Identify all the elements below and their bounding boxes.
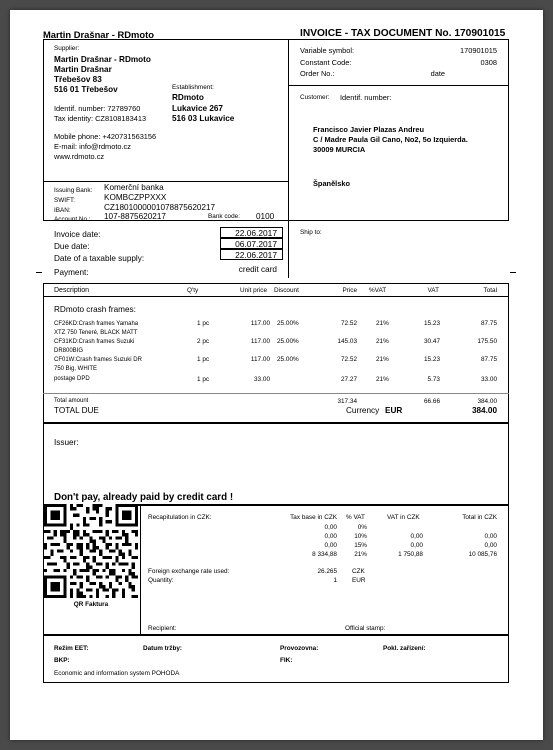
- currency-label: Currency: [346, 406, 380, 415]
- recap-pct: 0%: [357, 524, 367, 531]
- recap-col-pct: % VAT: [346, 514, 365, 521]
- const-label: Constant Code:: [300, 57, 352, 67]
- establishment-label: Establishment:: [172, 84, 214, 91]
- recap-vat: 0,00: [410, 542, 423, 549]
- taxable-date-label: Date of a taxable supply:: [54, 254, 145, 263]
- recap-pct: 21%: [354, 551, 367, 558]
- fx-currency: CZK: [352, 568, 365, 575]
- row-discount: 25.00%: [277, 356, 299, 363]
- quantity-row: [0, 577, 533, 587]
- email-link[interactable]: info@rdmoto.cz: [79, 142, 131, 151]
- row-vat-pct: 21%: [376, 376, 389, 383]
- establishment-line: RDmoto: [172, 93, 204, 102]
- establishment-block: [172, 93, 234, 125]
- stamp-label: Official stamp:: [345, 625, 386, 632]
- items-section-title: RDmoto crash frames:: [54, 305, 136, 314]
- table-row: [0, 356, 533, 372]
- row-unit-price: 117.00: [250, 338, 270, 345]
- row-description: [54, 338, 134, 355]
- company-name: Martin Drašnar - RDmoto: [43, 29, 154, 40]
- customer-line: 30009 MURCIA: [313, 145, 366, 154]
- recap-base: 0,00: [324, 524, 337, 531]
- supplier-line: Martin Drašnar - RDmoto: [54, 55, 151, 64]
- row-description: [54, 356, 142, 373]
- qr-caption: QR Faktura: [73, 601, 109, 608]
- col-vat: VAT: [427, 287, 439, 294]
- row-price: 72.52: [341, 356, 357, 363]
- row-vat-pct: 21%: [376, 356, 389, 363]
- row-qty: 2 pc: [197, 338, 210, 345]
- invoice-date-value: 22.06.2017: [220, 227, 283, 238]
- eet-provozovna-label: Provozovna:: [280, 645, 319, 652]
- quantity-currency: EUR: [352, 577, 366, 584]
- eet-datum-label: Datum tržby:: [143, 645, 183, 652]
- supplier-line: Třebešov 83: [54, 75, 102, 84]
- row-qty: 1 pc: [197, 320, 210, 327]
- account-value: 107-8875620217: [104, 212, 166, 222]
- bankcode-label: Bank code:: [208, 213, 240, 221]
- due-date-value: 06.07.2017: [220, 238, 283, 249]
- varsym-value: 170901015: [460, 46, 497, 55]
- eet-rezim-label: Režim EET:: [54, 645, 89, 652]
- recap-col-vat: VAT in CZK: [387, 514, 420, 521]
- order-label: Order No.:: [300, 69, 335, 78]
- issuer-label: Issuer:: [54, 438, 79, 447]
- table-row: [0, 376, 533, 386]
- fx-label: Foreign exchange rate used:: [148, 568, 230, 575]
- row-total: 33.00: [481, 376, 497, 383]
- total-vat: 66.66: [424, 398, 440, 405]
- col-vat-pct: %VAT: [369, 287, 387, 294]
- email-label: E-mail:: [54, 142, 77, 151]
- recap-col-total: Total in CZK: [462, 514, 497, 521]
- row-price: 27.27: [341, 376, 357, 383]
- footer-system: Economic and information system POHODA: [54, 670, 180, 677]
- meta-block: [300, 45, 497, 80]
- recap-base: 0,00: [324, 533, 337, 540]
- items-header: [0, 287, 533, 297]
- row-vat: 15.23: [424, 356, 440, 363]
- row-unit-price: 117.00: [250, 320, 270, 327]
- row-description: [54, 320, 138, 337]
- web-link[interactable]: www.rdmoto.cz: [54, 152, 105, 161]
- row-desc-line: CF26KD:Crash frames Yamaha: [54, 321, 139, 327]
- eet-bkp-label: BKP:: [54, 657, 70, 664]
- row-qty: 1 pc: [197, 356, 210, 363]
- supplier-line: 516 01 Třebešov: [54, 85, 118, 94]
- document-title: INVOICE - TAX DOCUMENT No. 170901015: [300, 28, 506, 39]
- issuing-bank-value: Komerční banka: [104, 183, 164, 192]
- recap-total: 10 085,76: [468, 551, 497, 558]
- tax-value: CZ8108183413: [95, 114, 147, 123]
- paid-note: Don't pay, already paid by credit card !: [54, 492, 234, 503]
- supplier-label: Supplier:: [54, 45, 80, 52]
- row-discount: 25.00%: [277, 338, 299, 345]
- eet-fik-label: FIK:: [280, 657, 293, 664]
- issuing-bank-label: Issuing Bank:: [54, 187, 93, 194]
- total-due-value: 384.00: [471, 406, 497, 415]
- establishment-line: 516 03 Lukavice: [172, 114, 235, 123]
- quantity-value: 1: [333, 577, 337, 584]
- dates-labels: [54, 229, 144, 279]
- invoice-date-label: Invoice date:: [54, 230, 101, 239]
- fold-mark-left: [36, 272, 42, 273]
- row-desc-line: XTZ 750 Teneré, BLACK MATT: [54, 329, 138, 336]
- customer-country: Španělsko: [313, 179, 350, 188]
- recap-label: Recapitulation in CZK:: [148, 514, 212, 521]
- supplier-contacts: [54, 132, 156, 162]
- row-desc-line: CF01W:Crash frames Suzuki DR: [54, 357, 142, 363]
- dates-divider: [288, 221, 289, 278]
- ident-value: 72789760: [107, 104, 141, 113]
- iban-value: CZ1801000001078875620217: [104, 202, 216, 212]
- row-price: 145.03: [337, 338, 357, 345]
- recap-row: [0, 551, 533, 561]
- col-total: Total: [483, 287, 497, 294]
- due-date-label: Due date:: [54, 242, 90, 251]
- fx-rate: 26.265: [317, 568, 337, 575]
- establishment-line: Lukavice 267: [172, 103, 223, 113]
- recap-pct: 10%: [354, 533, 367, 540]
- row-desc-line: 750 Big, WHITE: [54, 365, 98, 372]
- col-description: Description: [54, 287, 90, 294]
- total-amount-label: Total amount: [54, 398, 89, 404]
- swift-label: SWIFT:: [54, 196, 75, 204]
- recap-vat: 1 750,88: [398, 551, 423, 558]
- row-unit-price: 33.00: [254, 376, 270, 383]
- row-vat-pct: 21%: [376, 320, 389, 327]
- total-price: 317.34: [337, 398, 357, 405]
- customer-line: Francisco Javier Plazas Andreu: [313, 125, 425, 134]
- col-unit-price: Unit price: [240, 287, 267, 294]
- recap-total: 0,00: [484, 542, 497, 549]
- row-vat: 30.47: [424, 338, 440, 345]
- recap-base: 0,00: [324, 542, 337, 549]
- recap-vat: 0,00: [410, 533, 423, 540]
- shipto-label: Ship to:: [300, 229, 322, 236]
- eet-pokl-label: Pokl. zařízení:: [383, 645, 426, 652]
- recap-col-base: Tax base in CZK: [290, 514, 337, 521]
- row-discount: 25.00%: [277, 320, 299, 327]
- quantity-label: Quantity:: [148, 577, 174, 584]
- recap-header: [0, 514, 533, 524]
- table-row: [0, 338, 533, 354]
- supplier-line: Martin Drašnar: [54, 65, 112, 74]
- payment-label: Payment:: [54, 268, 89, 277]
- recap-base: 8 334,88: [312, 551, 337, 558]
- order-date-label: date: [430, 69, 445, 78]
- ident-label: Identif. number:: [54, 104, 106, 113]
- row-vat-pct: 21%: [376, 338, 389, 345]
- const-value: 0308: [480, 57, 497, 67]
- recap-total: 0,00: [484, 533, 497, 540]
- swift-value: KOMBCZPPXXX: [104, 192, 167, 202]
- recipient-label: Recipient:: [148, 625, 177, 632]
- payment-value: credit card: [238, 265, 277, 274]
- row-price: 72.52: [341, 320, 357, 327]
- col-discount: Discount: [274, 287, 299, 294]
- tax-label: Tax identity:: [54, 114, 94, 123]
- col-qty: Q'ty: [187, 287, 199, 294]
- supplier-ids: [54, 104, 146, 124]
- row-total: 87.75: [481, 356, 497, 363]
- row-unit-price: 117.00: [250, 356, 270, 363]
- total-due-label: TOTAL DUE: [54, 406, 99, 415]
- row-vat: 15.23: [424, 320, 440, 327]
- fold-mark-right: [510, 272, 516, 273]
- account-label: Account No.:: [54, 216, 91, 224]
- customer-line: C / Madre Paula Gil Cano, No2, 5o Izquierda.: [313, 135, 468, 144]
- col-price: Price: [342, 287, 357, 294]
- row-total: 175.50: [477, 338, 497, 345]
- row-desc-line: CF31KD:Crash frames Suzuki: [54, 339, 135, 345]
- iban-label: IBAN:: [54, 206, 71, 214]
- recap-pct: 15%: [354, 542, 367, 549]
- supplier-block: [54, 55, 151, 95]
- totals-line: [43, 393, 509, 394]
- table-row: [0, 320, 533, 336]
- bank-block: [54, 183, 280, 222]
- mobile-value: +420731563156: [102, 132, 157, 141]
- customer-address: [313, 125, 468, 155]
- total-sum: 384.00: [477, 398, 497, 405]
- customer-ident-label: Identif. number:: [340, 93, 392, 102]
- bankcode-value: 0100: [256, 212, 275, 222]
- customer-label: Customer:: [300, 94, 330, 101]
- row-desc-line: DR800BIG: [54, 347, 84, 354]
- mobile-label: Mobile phone:: [54, 132, 101, 141]
- row-qty: 1 pc: [197, 376, 210, 383]
- currency-value: EUR: [385, 406, 403, 415]
- varsym-label: Variable symbol:: [300, 46, 355, 55]
- row-description: postage DPD: [54, 376, 90, 382]
- taxable-date-value: 22.06.2017: [220, 249, 283, 260]
- row-total: 87.75: [481, 320, 497, 327]
- row-vat: 5.73: [427, 376, 440, 383]
